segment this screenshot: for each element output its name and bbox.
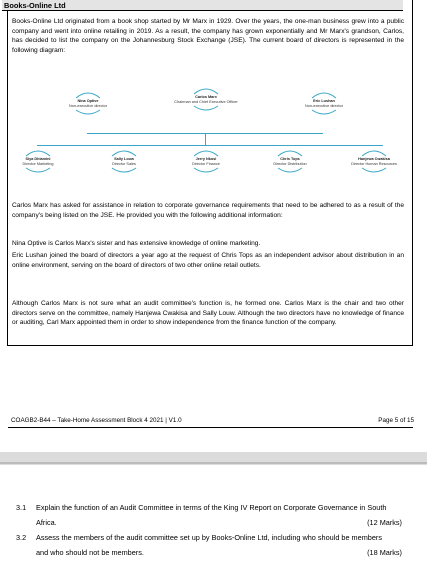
org-node-name: Eric Lushan — [313, 99, 335, 103]
node-arc-icon — [193, 148, 219, 157]
node-arc-icon — [111, 148, 137, 157]
question-text: Assess the members of the audit committee set up by Books-Online Ltd, including who should be members and who should not be members. — [36, 533, 382, 557]
audit-committee-paragraph: Although Carlos Marx is not sure what an audit committee's function is, he formed one. Carlos Marx is the chair and two other directors serve on the committee, namely Hanjewa Cwakisa and Sally Louw. Although the two directors have no knowledge of finance or auditing, Carl Marx appointed them in order to show independence from the finance function of the company. — [12, 300, 404, 327]
case-title: Books-Online Ltd — [2, 0, 403, 11]
node-arc-icon — [311, 109, 337, 116]
trunk-line — [205, 133, 206, 145]
node-arc-icon — [361, 167, 387, 174]
bottom-connector-line — [37, 145, 383, 146]
node-arc-icon — [361, 148, 387, 157]
node-arc-icon — [75, 90, 101, 99]
footer-divider — [8, 427, 413, 428]
org-node-name: Sally Louw — [114, 157, 134, 161]
org-node-name: Siya Dhlamini — [25, 157, 51, 161]
assistance-paragraph: Carlos Marx has asked for assistance in relation to corporate governance requirements that need to be adhered to as a result of the company's being listed on the JSE. He provided you with the following additional information: — [12, 202, 404, 219]
nina-paragraph: Nina Optive is Carlos Marx's sister and has extensive knowledge of online marketing. — [12, 240, 261, 247]
question-number: 3.1 — [16, 503, 27, 512]
question-marks: (12 Marks) — [367, 518, 402, 527]
question-number: 3.2 — [16, 533, 27, 542]
org-node-name: Jerry Nkosi — [195, 157, 217, 161]
org-node-siya — [0, 148, 78, 174]
node-arc-icon — [193, 105, 219, 112]
footer-page-number: Page 5 of 15 — [378, 417, 414, 424]
eric-paragraph: Eric Lushan joined the board of directors a year ago at the request of Chris Tops as an independent advisor about distribution in an online environment, serving on the board of directors of two other online retail outlets. — [12, 252, 404, 269]
org-node-nina — [48, 90, 128, 116]
org-node-name: Hanjewa Cwakisa — [358, 157, 390, 161]
org-node-role: Chairman and Chief Executive Officer — [174, 100, 238, 104]
org-node-role: Director Distribution — [273, 162, 307, 166]
org-node-chris — [250, 148, 330, 174]
org-node-name: Nina Optive — [77, 99, 99, 103]
node-arc-icon — [193, 86, 219, 95]
org-node-eric — [284, 90, 364, 116]
org-node-role: Director Sales — [112, 162, 136, 166]
node-arc-icon — [277, 167, 303, 174]
question-marks: (18 Marks) — [367, 548, 402, 557]
node-arc-icon — [193, 167, 219, 174]
intro-paragraph: Books-Online Ltd originated from a book shop started by Mr Marx in 1929. Over the years, the one-man business grew into a public company and went into online retailing in 2019. As a result, the company has grown exponentially and Mr Marx's grandson, Carlos, has decided to list the company on the Johannesburg Stock Exchange (JSE). The current board of directors is represented in the following diagram: — [12, 18, 404, 54]
org-node-role: Director Human Resources — [351, 162, 397, 166]
org-node-hanjewa — [334, 148, 414, 174]
node-arc-icon — [111, 167, 137, 174]
org-node-sally — [84, 148, 164, 174]
node-arc-icon — [75, 109, 101, 116]
org-node-role: Director Finance — [192, 162, 220, 166]
footer-document-code: COAGB2-B44 – Take-Home Assessment Block 4 2021 | V1.0 — [11, 417, 182, 424]
question-text: Explain the function of an Audit Committee in terms of the King IV Report on Corporate Governance in South Africa. — [36, 503, 387, 527]
node-arc-icon — [25, 167, 51, 174]
org-node-name: Chris Tops — [280, 157, 300, 161]
org-node-role: Non-executive director — [305, 104, 343, 108]
org-node-jerry — [166, 148, 246, 174]
org-node-role: Non-executive director — [69, 104, 107, 108]
org-chart — [12, 86, 404, 190]
node-arc-icon — [311, 90, 337, 99]
org-node-name: Carlos Marx — [195, 95, 217, 99]
page-break-shadow — [0, 462, 427, 464]
node-arc-icon — [25, 148, 51, 157]
org-node-carlos — [166, 86, 246, 112]
org-node-role: Director Marketing — [22, 162, 54, 166]
node-arc-icon — [277, 148, 303, 157]
